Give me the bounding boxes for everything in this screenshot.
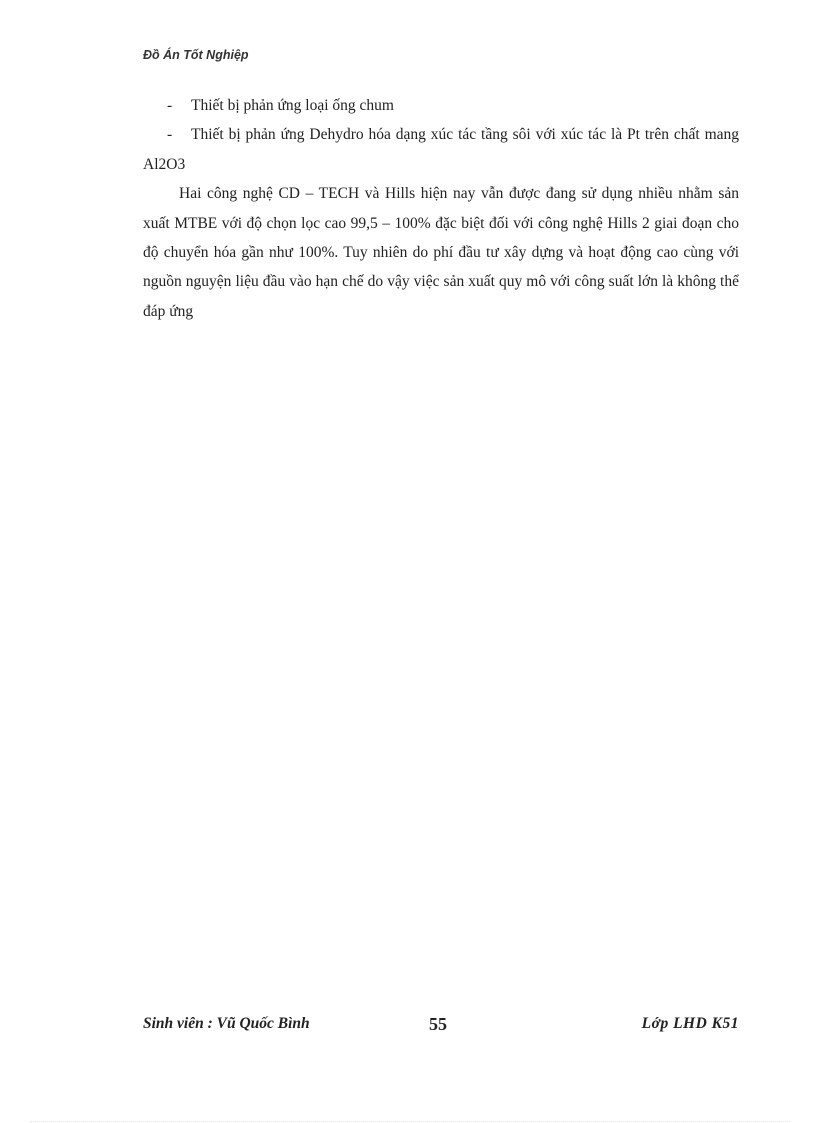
- page-header-title: Đồ Án Tốt Nghiệp: [143, 48, 249, 62]
- footer-class-label: Lớp LHD K51: [641, 1015, 739, 1032]
- footer-student-name: Sinh viên : Vũ Quốc Bình: [143, 1015, 310, 1032]
- page-footer: [143, 1015, 739, 1041]
- bullet-text: Thiết bị phản ứng Dehydro hóa dạng xúc tác tầng sôi với xúc tác là Pt trên chất mang Al2O3: [143, 126, 739, 173]
- body-paragraph: Hai công nghệ CD – TECH và Hills hiện nay vẫn được đang sử dụng nhiều nhằm sản xuất MTBE với độ chọn lọc cao 99,5 – 100% đặc biệt đối với công nghệ Hills 2 giai đoạn cho độ chuyển hóa gần như 100%. Tuy nhiên do phí đầu tư xây dựng và hoạt động cao cùng với nguồn nguyện liệu đầu vào hạn chế do vậy việc sản xuất quy mô với công suất lớn là không thể đáp ứng: [143, 185, 739, 320]
- bullet-dash: -: [167, 126, 173, 144]
- page-content: [143, 91, 739, 326]
- footer-page-number: 55: [429, 1014, 447, 1034]
- bullet-item: [143, 120, 739, 179]
- bullet-text: Thiết bị phản ứng loại ống chum: [191, 97, 394, 114]
- bullet-item: [143, 91, 739, 120]
- bottom-divider: [30, 1121, 790, 1122]
- bullet-dash: -: [167, 97, 173, 114]
